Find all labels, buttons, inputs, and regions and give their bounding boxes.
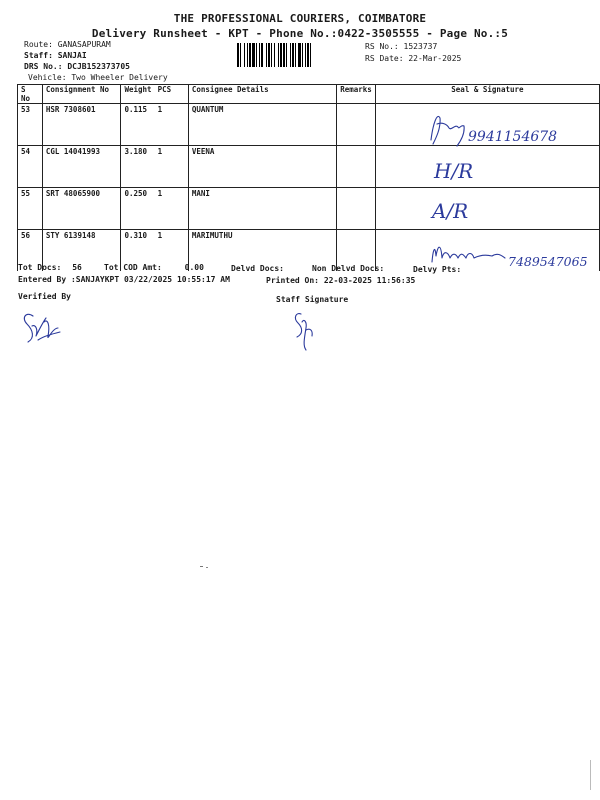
signature-row-55 [430, 199, 468, 223]
col-header-consignee: Consignee Details [188, 85, 336, 104]
printed-on [266, 276, 415, 285]
col-header-sno: S No [18, 85, 43, 104]
cell-sno: 55 [18, 188, 43, 230]
signature-ar: A/R [432, 199, 469, 223]
tot-cod-label: Tot COD Amt: [104, 263, 162, 272]
runsheet-subtitle: Delivery Runsheet - KPT - Phone No.:0422-3505555 - Page No.:5 [91, 27, 509, 40]
staff-label: Staff: [24, 51, 53, 60]
route-value: GANASAPURAM [57, 40, 111, 49]
entered-by-value: SANJAYKPT 03/22/2025 10:55:17 AM [75, 275, 230, 284]
col-header-consignment: Consignment No [42, 85, 121, 104]
delvd-docs: Delvd Docs: [231, 264, 284, 273]
printed-on-value: 22-03-2025 11:56:35 [323, 276, 416, 285]
scan-edge [590, 760, 591, 790]
staff-signature [295, 314, 312, 350]
signature-phone-53: 9941154678 [468, 129, 558, 145]
rs-date-label: RS Date: [365, 54, 404, 63]
cell-consignment: SRT 48065900 [42, 188, 121, 230]
verified-signature [24, 314, 60, 342]
scan-speck [206, 567, 208, 568]
cell-weight: 0.310 [121, 230, 155, 272]
cell-consignee: MANI [188, 188, 336, 230]
company-title: THE PROFESSIONAL COURIERS, COIMBATORE [173, 12, 427, 25]
tot-docs [18, 263, 82, 272]
cell-sno: 54 [18, 146, 43, 188]
col-header-pcs: PCS [155, 85, 189, 104]
drs-value: DCJB152373705 [67, 62, 130, 71]
cell-consignment: HSR 7308601 [42, 104, 121, 146]
col-header-remarks: Remarks [337, 85, 376, 104]
signature-row-54 [433, 159, 473, 183]
signature-row-53 [431, 116, 557, 146]
cell-sno: 53 [18, 104, 43, 146]
cell-consignment: STY 6139148 [42, 230, 121, 272]
cell-pcs: 1 [155, 146, 189, 188]
handwritten-signatures [0, 0, 600, 360]
staff-signature-label: Staff Signature [276, 295, 349, 304]
drs-label: DRS No.: [24, 62, 63, 71]
tot-docs-label: Tot Docs: [18, 263, 62, 272]
vehicle-value: Two Wheeler Delivery [71, 73, 168, 82]
cell-weight: 0.250 [121, 188, 155, 230]
signature-hr: H/R [434, 159, 474, 183]
cell-pcs: 1 [155, 188, 189, 230]
tot-cod [104, 263, 204, 272]
cell-consignee: QUANTUM [188, 104, 336, 146]
entered-by-label: Entered By : [18, 275, 76, 284]
staff-value: SANJAI [57, 51, 87, 60]
vehicle-label: Vehicle: [28, 73, 67, 82]
tot-docs-value: 56 [72, 263, 82, 272]
cell-pcs: 1 [155, 230, 189, 272]
rs-no-value: 1523737 [403, 42, 438, 51]
delvy-pts: Delvy Pts: [413, 265, 462, 274]
tot-cod-value: 0.00 [184, 263, 204, 272]
cell-pcs: 1 [155, 104, 189, 146]
col-header-weight: Weight [121, 85, 155, 104]
col-header-signature: Seal & Signature [375, 85, 599, 104]
route-label: Route: [24, 40, 53, 49]
cell-weight: 0.115 [121, 104, 155, 146]
non-delvd-docs: Non Delvd Docs: [312, 264, 385, 273]
printed-on-label: Printed On: [266, 276, 319, 285]
cell-sno: 56 [18, 230, 43, 272]
rs-no-label: RS No.: [365, 42, 399, 51]
signature-phone-56: 7489547065 [508, 254, 588, 269]
cell-consignee: MARIMUTHU [188, 230, 336, 272]
entered-by [18, 275, 230, 284]
cell-consignment: CGL 14041993 [42, 146, 121, 188]
cell-weight: 3.180 [121, 146, 155, 188]
cell-consignee: VEENA [188, 146, 336, 188]
verified-by-label: Verified By [18, 292, 71, 301]
rs-date-value: 22-Mar-2025 [408, 54, 462, 63]
scan-speck [200, 566, 203, 567]
